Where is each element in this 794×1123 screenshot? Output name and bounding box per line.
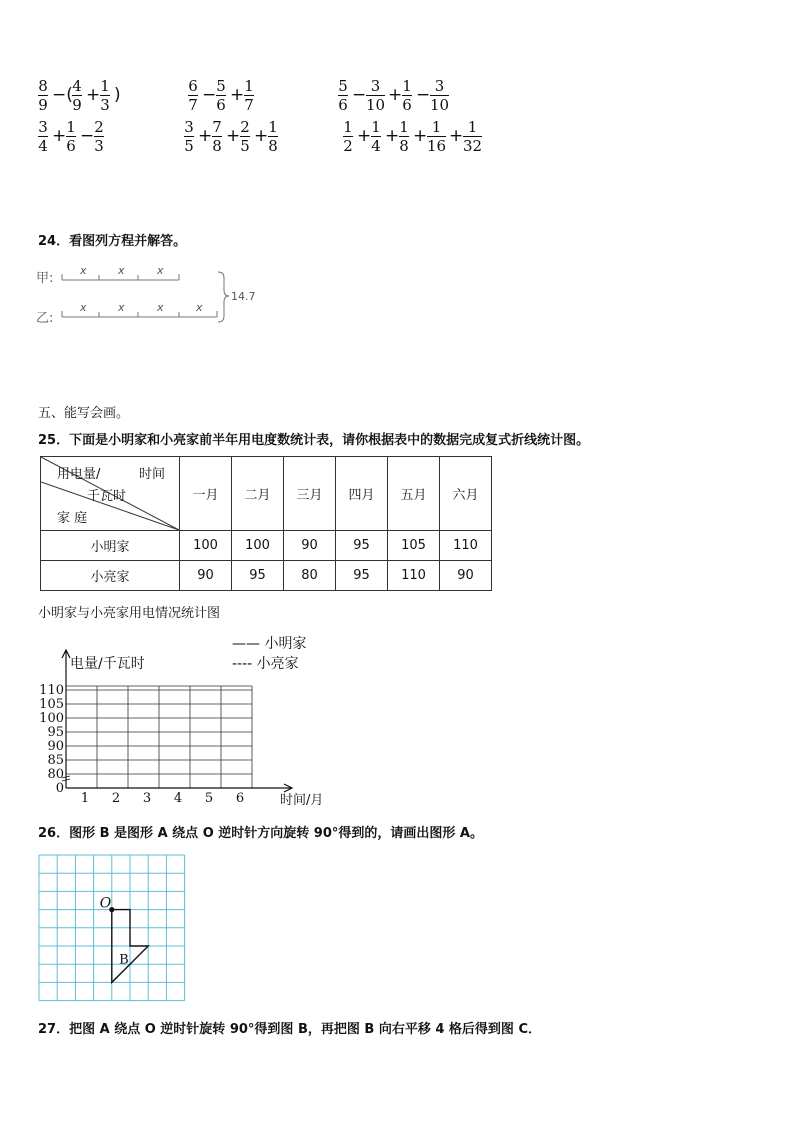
- fraction: [399, 119, 409, 154]
- operator: −: [80, 126, 95, 146]
- header-family: 家 庭: [57, 511, 88, 526]
- fraction: [94, 119, 104, 154]
- month-header: 六月: [440, 457, 492, 531]
- denominator: 32: [463, 137, 483, 155]
- month-header: 二月: [232, 457, 284, 531]
- variable-x: x: [118, 264, 125, 277]
- operator: +: [52, 126, 67, 146]
- numerator: 3: [38, 118, 48, 136]
- operator: −: [202, 85, 217, 105]
- denominator: 5: [184, 137, 194, 155]
- shape-b-label: B: [119, 952, 129, 968]
- denominator: 5: [240, 137, 250, 155]
- q24-diagram: [36, 260, 296, 330]
- chart-title: 小明家与小亮家用电情况统计图: [38, 606, 221, 621]
- operator: +: [413, 126, 428, 146]
- table-cell: 95: [336, 531, 388, 561]
- fraction: [430, 78, 449, 113]
- numerator: 1: [467, 118, 478, 136]
- numerator: 6: [188, 77, 198, 95]
- section-title: 五、能写会画。: [38, 406, 130, 421]
- q24-title: 24．看图列方程并解答。: [38, 234, 187, 249]
- fraction: [212, 119, 222, 154]
- denominator: 6: [66, 137, 76, 155]
- fraction: [463, 119, 482, 154]
- fraction: [240, 119, 250, 154]
- variable-x: x: [157, 301, 164, 314]
- x-tick-label: 3: [142, 791, 152, 806]
- y-tick-label: 90: [47, 739, 64, 754]
- table-diagonal-header: [41, 457, 180, 531]
- numerator: 8: [38, 77, 48, 95]
- denominator: 9: [72, 96, 82, 114]
- fraction: [427, 119, 446, 154]
- variable-x: x: [80, 264, 87, 277]
- numerator: 1: [399, 118, 409, 136]
- fraction: [184, 119, 194, 154]
- operator: +: [230, 85, 245, 105]
- numerator: 3: [184, 118, 194, 136]
- fraction: [338, 78, 348, 113]
- fraction: [188, 78, 198, 113]
- grid-svg: [38, 854, 188, 1004]
- operator: ): [114, 85, 121, 105]
- month-header: 一月: [180, 457, 232, 531]
- header-power: 用电量/: [57, 467, 101, 482]
- y-tick-label: 85: [47, 753, 64, 768]
- table-cell: 100: [232, 531, 284, 561]
- x-axis-label: 时间/月: [280, 793, 324, 808]
- operator: +: [254, 126, 269, 146]
- denominator: 7: [188, 96, 198, 114]
- numerator: 7: [212, 118, 222, 136]
- x-tick-label: 2: [111, 791, 121, 806]
- numerator: 3: [434, 77, 445, 95]
- family-name: 小亮家: [41, 561, 180, 591]
- operator: −(: [52, 85, 73, 105]
- denominator: 8: [212, 137, 222, 155]
- table-cell: 90: [180, 561, 232, 591]
- rotation-grid: [38, 854, 188, 1004]
- table-cell: 105: [388, 531, 440, 561]
- variable-x: x: [80, 301, 87, 314]
- numerator: 2: [94, 118, 104, 136]
- table-row: [41, 531, 492, 561]
- segment-diagram: [36, 260, 296, 330]
- header-unit: 千瓦时: [87, 489, 127, 504]
- numerator: 1: [244, 77, 254, 95]
- fraction: [38, 78, 48, 113]
- table-cell: 80: [284, 561, 336, 591]
- denominator: 3: [100, 96, 110, 114]
- table-cell: 90: [284, 531, 336, 561]
- table-cell: 95: [232, 561, 284, 591]
- operator: +: [86, 85, 101, 105]
- legend-item: ---- 小亮家: [232, 656, 299, 672]
- total-label: 14.7: [231, 290, 256, 303]
- x-tick-label: 5: [204, 791, 214, 806]
- numerator: 1: [100, 77, 110, 95]
- yi-label: 乙:: [36, 311, 54, 326]
- numerator: 5: [338, 77, 348, 95]
- month-header: 三月: [284, 457, 336, 531]
- fraction: [72, 78, 82, 113]
- operator: +: [449, 126, 464, 146]
- denominator: 8: [268, 137, 278, 155]
- denominator: 10: [366, 96, 386, 114]
- denominator: 8: [399, 137, 409, 155]
- y-tick-label: 110: [39, 683, 64, 698]
- header-time: 时间: [139, 467, 166, 482]
- numerator: 1: [402, 77, 412, 95]
- table-row: [41, 561, 492, 591]
- q27-title: 27．把图 A 绕点 O 逆时针旋转 90°得到图 B，再把图 B 向右平移 4 格后得到图 C．: [38, 1022, 541, 1037]
- operator: +: [357, 126, 372, 146]
- denominator: 4: [371, 137, 381, 155]
- operator: +: [385, 126, 400, 146]
- y-axis-label: 电量/千瓦时: [70, 656, 145, 672]
- q25-title: 25．下面是小明家和小亮家前半年用电度数统计表，请你根据表中的数据完成复式折线统计图。: [38, 433, 590, 448]
- x-tick-label: 4: [173, 791, 183, 806]
- denominator: 6: [338, 96, 348, 114]
- variable-x: x: [157, 264, 164, 277]
- table-cell: 110: [388, 561, 440, 591]
- line-chart: [36, 632, 346, 812]
- jia-label: 甲:: [36, 271, 54, 286]
- fraction: [38, 119, 48, 154]
- fraction: [371, 119, 381, 154]
- denominator: 16: [427, 137, 447, 155]
- numerator: 3: [370, 77, 381, 95]
- family-name: 小明家: [41, 531, 180, 561]
- q26-title: 26．图形 B 是图形 A 绕点 O 逆时针方向旋转 90°得到的，请画出图形 A。: [38, 826, 483, 841]
- legend-item: —— 小明家: [232, 636, 307, 652]
- numerator: 4: [72, 77, 82, 95]
- fraction: [66, 119, 76, 154]
- numerator: 1: [431, 118, 442, 136]
- denominator: 6: [216, 96, 226, 114]
- operator: +: [388, 85, 403, 105]
- chart-svg: [36, 632, 346, 812]
- numerator: 5: [216, 77, 226, 95]
- denominator: 10: [430, 96, 450, 114]
- numerator: 2: [240, 118, 250, 136]
- fraction: [343, 119, 353, 154]
- denominator: 3: [94, 137, 104, 155]
- denominator: 7: [244, 96, 254, 114]
- y-tick-label: 0: [55, 781, 64, 796]
- x-tick-label: 1: [80, 791, 90, 806]
- fraction: [100, 78, 110, 113]
- denominator: 9: [38, 96, 48, 114]
- table-cell: 110: [440, 531, 492, 561]
- month-header: 五月: [388, 457, 440, 531]
- operator: −: [352, 85, 367, 105]
- operator: +: [226, 126, 241, 146]
- variable-x: x: [118, 301, 125, 314]
- variable-x: x: [196, 301, 203, 314]
- point-o-label: O: [99, 895, 112, 912]
- denominator: 6: [402, 96, 412, 114]
- fraction: [244, 78, 254, 113]
- numerator: 1: [371, 118, 381, 136]
- fraction: [216, 78, 226, 113]
- y-tick-label: 80: [47, 767, 64, 782]
- y-tick-label: 105: [39, 697, 64, 712]
- x-tick-label: 6: [235, 791, 245, 806]
- fraction: [402, 78, 412, 113]
- fraction: [366, 78, 385, 113]
- table-cell: 100: [180, 531, 232, 561]
- y-tick-label: 100: [39, 711, 64, 726]
- operator: +: [198, 126, 213, 146]
- electricity-table: [40, 456, 492, 591]
- month-header: 四月: [336, 457, 388, 531]
- denominator: 4: [38, 137, 48, 155]
- numerator: 1: [343, 118, 353, 136]
- y-tick-label: 95: [47, 725, 64, 740]
- table-cell: 90: [440, 561, 492, 591]
- denominator: 2: [343, 137, 353, 155]
- numerator: 1: [66, 118, 76, 136]
- operator: −: [416, 85, 431, 105]
- fraction: [268, 119, 278, 154]
- numerator: 1: [268, 118, 278, 136]
- table-cell: 95: [336, 561, 388, 591]
